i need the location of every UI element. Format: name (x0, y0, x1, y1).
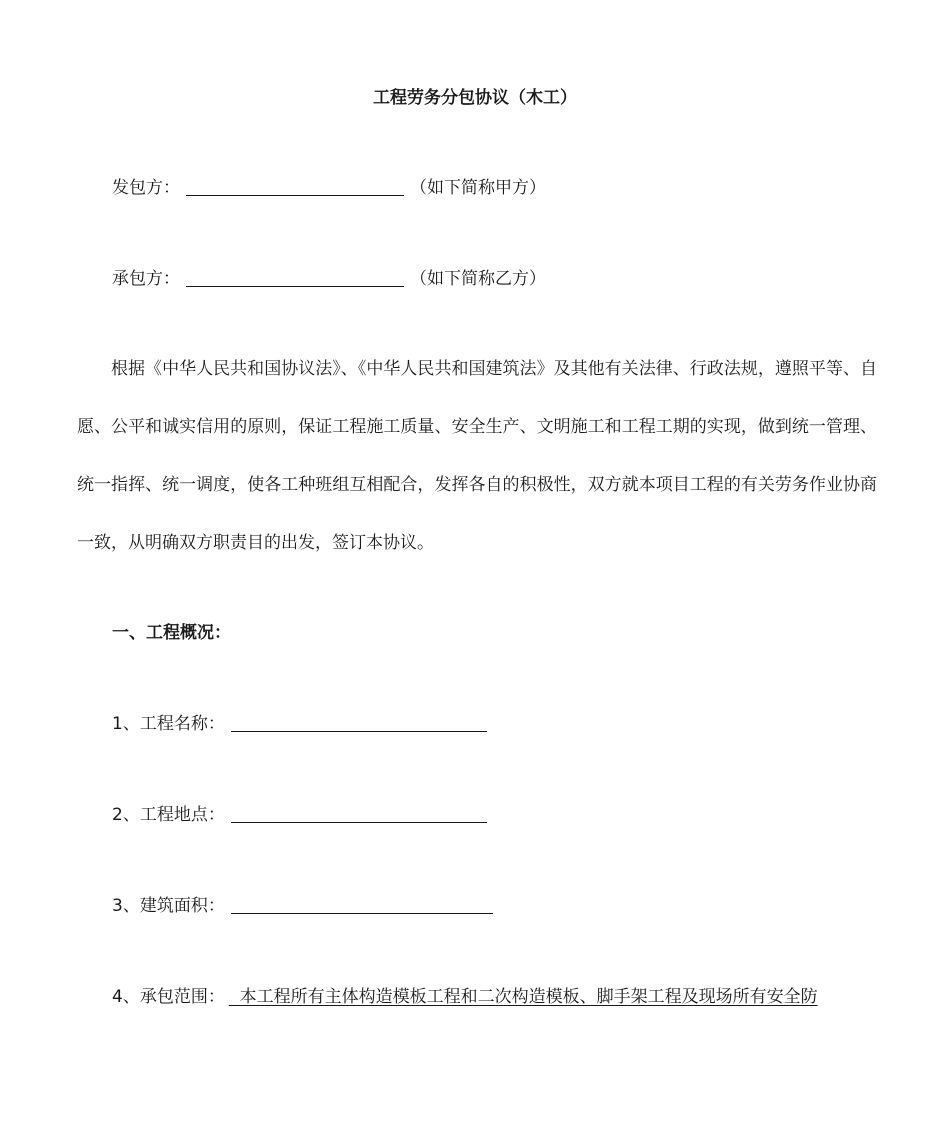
preamble-paragraph: 根据《中华人民共和国协议法》、《中华人民共和国建筑法》及其他有关法律、行政法规，遵照平等、自愿、公平和诚实信用的原则，保证工程施工质量、安全生产、文明施工和工程工期的实现，做到统一管理、统一指挥、统一调度，使各工种班组互相配合，发挥各自的积极性，双方就本项目工程的有关劳务作业协商一致，从明确双方职责目的出发，签订本协议。 (77, 359, 877, 553)
item-building-area (112, 894, 493, 918)
contractor-label: 承包方： (112, 269, 180, 289)
document-title: 工程劳务分包协议（木工） (373, 88, 577, 108)
employer-line (112, 176, 546, 200)
item-blank (231, 804, 487, 823)
employer-note: （如下简称甲方） (410, 178, 546, 198)
item-label: 3、建筑面积： (112, 896, 225, 916)
contractor-note: （如下简称乙方） (410, 269, 546, 289)
item-label: 1、工程名称： (112, 714, 225, 734)
item-scope (112, 985, 818, 1009)
contractor-blank (186, 268, 404, 287)
employer-label: 发包方： (112, 178, 180, 198)
item-label: 2、工程地点： (112, 805, 225, 825)
contractor-line (112, 267, 546, 291)
item-label: 4、承包范围： (112, 987, 225, 1007)
item-project-name (112, 712, 487, 736)
employer-blank (186, 177, 404, 196)
item-blank (231, 713, 487, 732)
item-project-location (112, 803, 487, 827)
section-heading: 一、工程概况： (112, 623, 231, 643)
item-blank (231, 895, 493, 914)
item-scope-value: 本工程所有主体构造模板工程和二次构造模板、脚手架工程及现场所有安全防 (228, 987, 818, 1007)
